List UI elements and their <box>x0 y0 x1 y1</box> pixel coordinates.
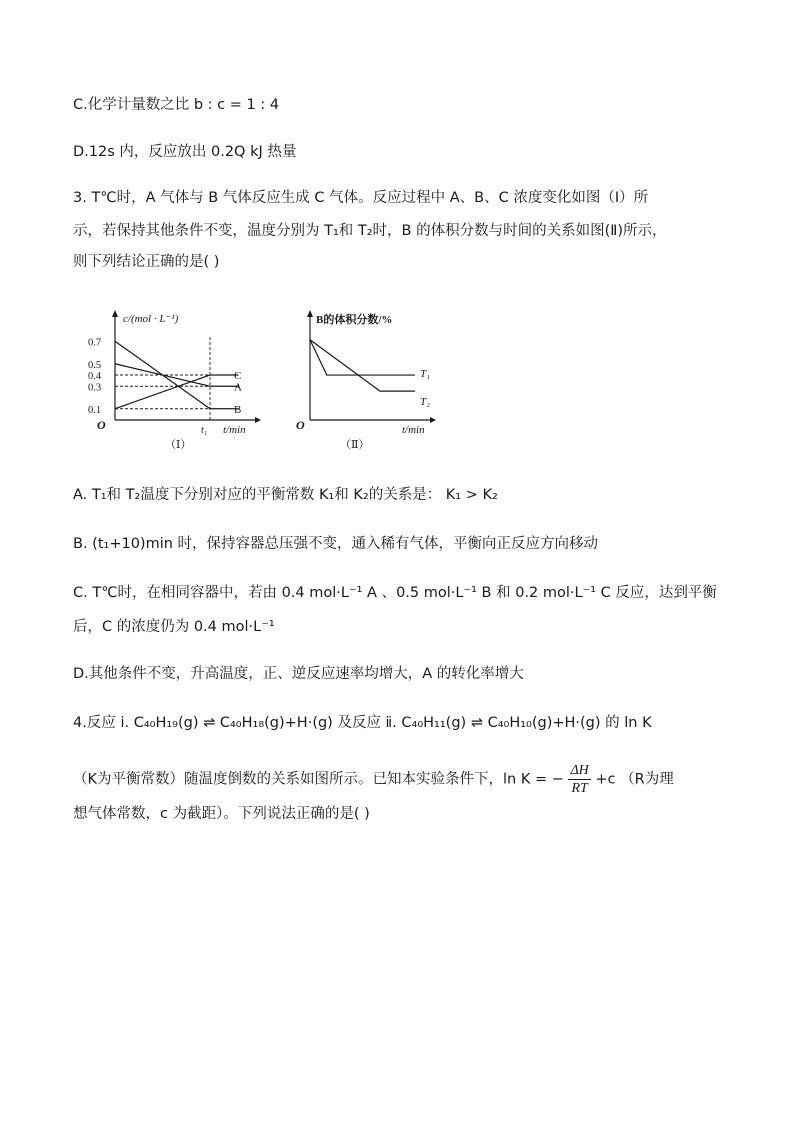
origin-label: O <box>296 418 305 432</box>
chart-caption: （Ⅰ） <box>165 439 192 451</box>
y-tick-label: 0.7 <box>88 337 102 349</box>
series-label-B: B <box>234 403 242 416</box>
y-tick-label: 0.4 <box>88 371 102 382</box>
y-tick-label: 0.3 <box>88 382 102 394</box>
question-3-line-2: 示，若保持其他条件不变，温度分别为 T₁和 T₂时，B 的体积分数与时间的关系如图(Ⅱ)所示， <box>73 223 667 239</box>
fraction-denominator: RT <box>571 781 588 796</box>
question-4-line-2-start: （K为平衡常数）随温度倒数的关系如图所示。已知本实验条件下，ln K = − <box>73 771 564 788</box>
series-line-T₂ <box>310 340 415 391</box>
series-label-T₂: T₂ <box>420 396 430 409</box>
x-tick-label: t₁ <box>201 425 208 436</box>
x-axis-label: t/min <box>223 424 246 436</box>
y-tick-label: 0.1 <box>88 404 102 416</box>
chart-caption: （Ⅱ） <box>340 439 370 451</box>
option-a-q3: A. T₁和 T₂温度下分别对应的平衡常数 K₁和 K₂的关系是： K₁ > K₂ <box>73 487 498 503</box>
delta-h-over-rt-fraction <box>568 762 590 797</box>
option-d-q2: D.12s 内，反应放出 0.2Q kJ 热量 <box>73 144 297 160</box>
origin-label: O <box>97 418 106 432</box>
series-label-T₁: T₁ <box>420 368 430 381</box>
volume-fraction-time-chart <box>290 305 450 455</box>
option-c-q3-line-2: 后，C 的浓度仍为 0.4 mol·L⁻¹ <box>73 619 275 635</box>
fraction-numerator: ΔH <box>570 763 589 778</box>
series-label-C: C <box>234 370 242 382</box>
series-line-T₁ <box>310 340 415 375</box>
y-axis-label: B的体积分数/% <box>316 314 393 326</box>
question-4-line-2 <box>73 762 674 797</box>
question-3-line-1: 3. T℃时，A 气体与 B 气体反应生成 C 气体。反应过程中 A、B、C 浓度变化如图（Ⅰ）所 <box>73 190 649 206</box>
question-4-line-3: 想气体常数，c 为截距）。下列说法正确的是( ) <box>73 806 370 822</box>
option-b-q3: B. (t₁+10)min 时，保持容器总压强不变，通入稀有气体，平衡向正反应方向移动 <box>73 536 599 552</box>
series-label-A: A <box>234 381 242 394</box>
question-4-line-2-end: +c （R为理 <box>595 771 674 788</box>
x-axis-label: t/min <box>402 424 425 436</box>
y-axis-arrow <box>307 310 313 317</box>
y-axis-label: c/(mol · L⁻¹) <box>123 313 179 325</box>
option-d-q3: D.其他条件不变，升高温度，正、逆反应速率均增大，A 的转化率增大 <box>73 666 524 682</box>
y-tick-label: 0.5 <box>88 359 102 371</box>
y-axis-arrow <box>112 310 118 317</box>
option-c-q3-line-1: C. T℃时，在相同容器中，若由 0.4 mol·L⁻¹ A 、0.5 mol·L⁻¹ B 和 0.2 mol·L⁻¹ C 反应，达到平衡 <box>73 585 717 601</box>
x-axis-arrow <box>430 417 436 423</box>
concentration-time-chart <box>85 305 270 455</box>
question-4-line-1: 4.反应 ⅰ. C₄₀H₁₉(g) ⇌ C₄₀H₁₈(g)+H·(g) 及反应 ⅱ. C₄₀H₁₁(g) ⇌ C₄₀H₁₀(g)+H·(g) 的 ln K <box>73 715 652 731</box>
x-axis-arrow <box>255 417 261 423</box>
series-line-C <box>115 375 239 409</box>
option-c-q2: C.化学计量数之比 b : c = 1 : 4 <box>73 97 280 113</box>
question-3-line-3: 则下列结论正确的是( ) <box>73 254 220 270</box>
